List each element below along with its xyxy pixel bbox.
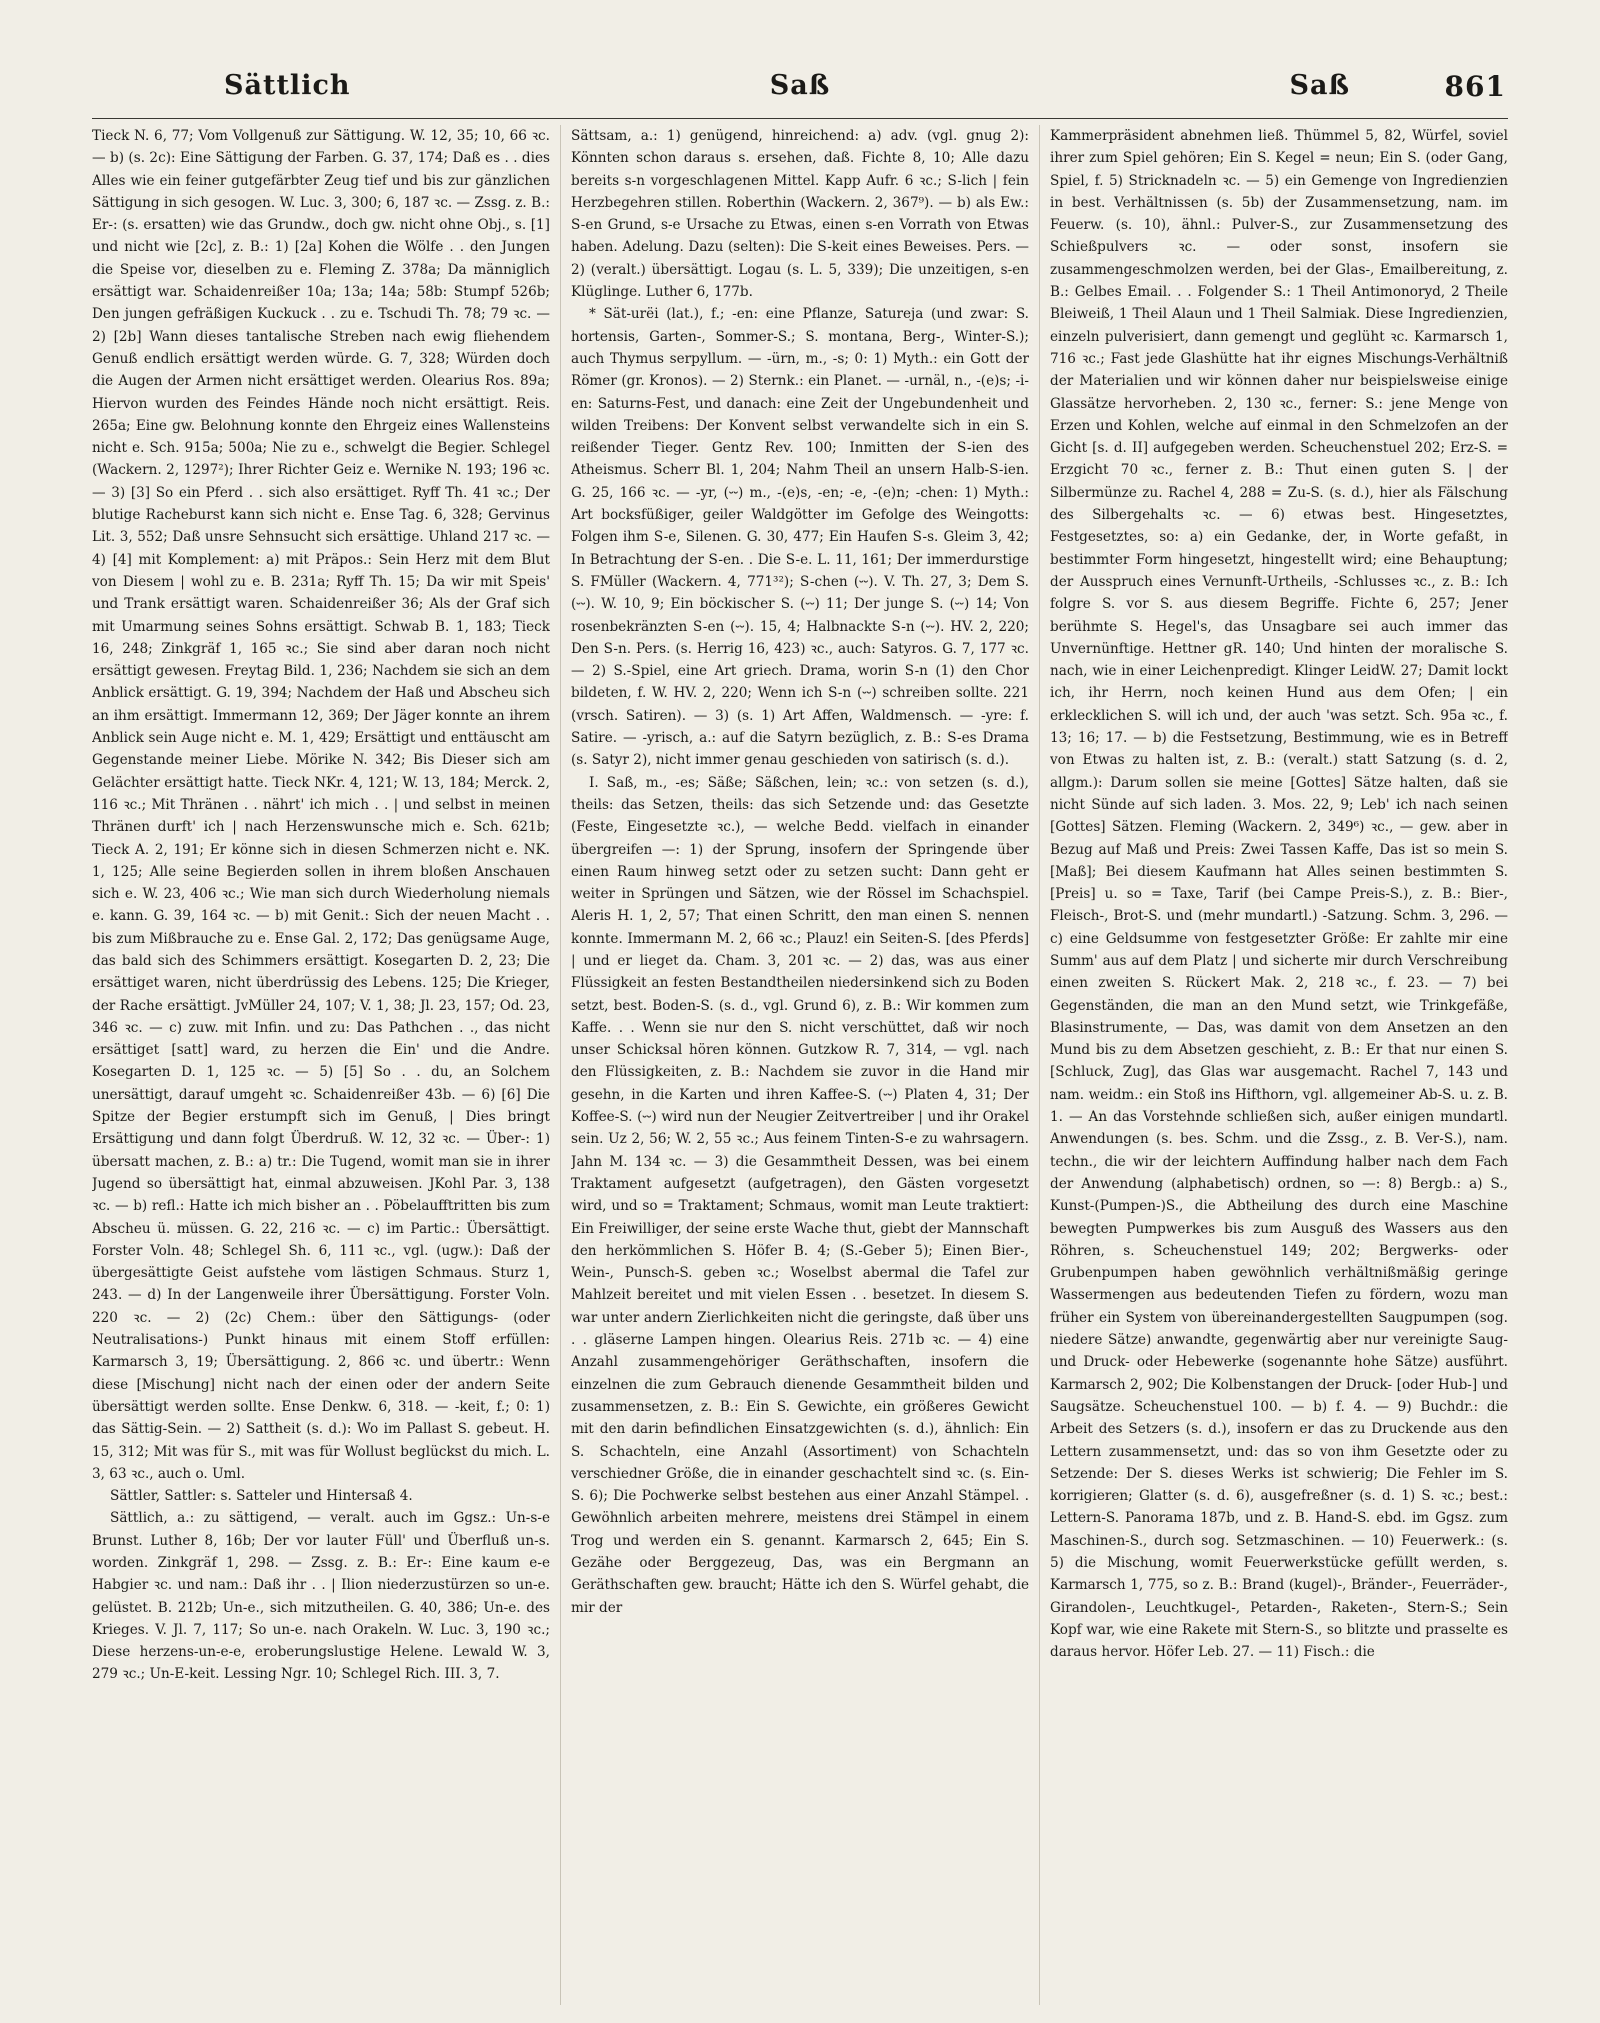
text-columns	[92, 125, 1508, 2005]
entry-paragraph: Sättsam, a.: 1) genügend, hinreichend: a) adv. (vgl. gnug 2): Könnten schon daraus s. ersehen, daß. Fichte 8, 10; Alle dazu bereits s-n vorgeschlagenen Mittel. Kapp Aufr. 6 ꝛc.; S-lich | fein Herzbegehren stillen. Roberthin (Wackern. 2, 367⁹). — b) als Ew.: S-en Grund, s-e Ursache zu Etwas, einen s-en Vorrath von Etwas haben. Adelung. Dazu (selten): Die S-keit eines Beweises. Pers. — 2) (veralt.) übersättigt. Logau (s. L. 5, 339); Die unzeitigen, s-en Klüglinge. Luther 6, 177b.	[571, 128, 1029, 301]
header-right-word: Saß	[1289, 70, 1350, 101]
column-middle	[571, 125, 1029, 2005]
page-number: 861	[1444, 70, 1506, 103]
column-divider	[560, 125, 561, 2005]
entry-paragraph: Tieck N. 6, 77; Vom Vollgenuß zur Sättigung. W. 12, 35; 10, 66 ꝛc. — b) (s. 2c): Eine Sättigung der Farben. G. 37, 174; Daß es . . dies Alles wie ein feiner gutgefärbter Zeug tief und bis zur gänzlichen Sättigung in sich gesogen. W. Luc. 3, 300; 6, 187 ꝛc. — Zssg. z. B.: Er-: (s. ersatten) wie das Grundw., doch gw. nicht ohne Obj., s. [1] und nicht wie [2c], z. B.: 1) [2a] Kohen die Wölfe . . den Jungen die Speise vor, dieselben zu e. Fleming Z. 378a; Da männiglich ersättigt war. Schaidenreißer 10a; 13a; 14a; 58b: Stumpf 526b; Den jungen gefräßigen Kuckuck . . zu e. Tschudi Th. 78; 79 ꝛc. — 2) [2b] Wann dieses tantalische Streben nach ewig fliehendem Genuß endlich ersättigt werden würde. G. 7, 328; Würden doch die Augen der Armen nicht ersättiget werden. Olearius Ros. 89a; Hiervon wurden des Feindes Hände noch nicht ersättigt. Reis. 265a; Eine gw. Belohnung konnte den Ehrgeiz eines Wallensteins nicht e. Sch. 915a; 500a; Nie zu e., schwelgt die Begier. Schlegel (Wackern. 2, 1297²); Ihrer Richter Geiz e. Wernike N. 193; 196 ꝛc. — 3) [3] So ein Pferd . . sich also ersättiget. Ryff Th. 41 ꝛc.; Der blutige Racheburst kann sich nicht e. Ense Tag. 6, 328; Gervinus Lit. 3, 552; Daß unsre Sehnsucht sich ersättige. Uhland 217 ꝛc. — 4) [4] mit Komplement: a) mit Präpos.: Sein Herz mit dem Blut von Diesem | wohl zu e. B. 231a; Ryff Th. 15; Da wir mit Speis' und Trank ersättigt waren. Schaidenreißer 36; Als der Graf sich mit Umarmung seines Sohns ersättigt. Schwab B. 1, 183; Tieck 16, 248; Zinkgräf 1, 165 ꝛc.; Sie sind aber daran noch nicht ersättigt gewesen. Freytag Bild. 1, 236; Nachdem sie sich an dem Anblick ersättigt. G. 19, 394; Nachdem der Haß und Abscheu sich an ihm ersättigt. Immermann 12, 369; Der Jäger konnte an ihrem Anblick sein Auge nicht e. M. 1, 429; Ersättigt und enttäuscht am Gegenstande meiner Liebe. Mörike N. 342; Bis Dieser sich am Gelächter ersättigt hatte. Tieck NKr. 4, 121; W. 13, 184; Merck. 2, 116 ꝛc.; Mit Thränen . . nährt' ich mich . . | und selbst in meinen Thränen durft' ich | nach Herzenswunsche mich e. Sch. 621b; Tieck A. 2, 191; Er könne sich in diesen Schmerzen nicht e. NK. 1, 125; Alle seine Begierden sollen in ihrem bloßen Anschauen sich e. W. 23, 406 ꝛc.; Wie man sich durch Wiederholung niemals e. kann. G. 39, 164 ꝛc. — b) mit Genit.: Sich der neuen Macht . . bis zum Mißbrauche zu e. Ense Gal. 2, 172; Das genügsame Auge, das bald sich des Schimmers ersättigt. Kosegarten D. 2, 23; Die ersättiget waren, nicht überdrüssig des Lebens. 125; Die Krieger, der Rache ersättigt. JvMüller 24, 107; V. 1, 38; Jl. 23, 157; Od. 23, 346 ꝛc. — c) zuw. mit Infin. und zu: Das Pathchen . ., das nicht ersättiget [satt] ward, zu herzen die Ein' und die Andre. Kosegarten D. 1, 125 ꝛc. — 5) [5] So . . du, an Solchem unersättigt, darauf umgeht ꝛc. Schaidenreißer 43b. — 6) [6] Die Spitze der Begier erstumpft sich im Genuß, | Dies bringt Ersättigung und dann folgt Überdruß. W. 12, 32 ꝛc. — Über-: 1) übersatt machen, z. B.: a) tr.: Die Tugend, womit man sie in ihrer Jugend so übersättigt hat, einmal abzuweisen. JKohl Par. 3, 138 ꝛc. — b) refl.: Hatte ich mich bisher an . . Pöbelaufftritten bis zum Abscheu ü. müssen. G. 22, 216 ꝛc. — c) im Partic.: Übersättigt. Forster Voln. 48; Schlegel Sh. 6, 111 ꝛc., vgl. (ugw.): Daß der übergesättigte Geist aufstehe vom lästigen Schmaus. Sturz 1, 243. — d) In der Langenweile ihrer Übersättigung. Forster Voln. 220 ꝛc. — 2) (2c) Chem.: über den Sättigungs- (oder Neutralisations-) Punkt hinaus mit einem Stoff erfüllen: Karmarsch 3, 19; Übersättigung. 2, 866 ꝛc. und übertr.: Wenn diese [Mischung] nicht nach der einen oder der andern Seite übersättigt werden sollte. Ense Denkw. 6, 318. — -keit, f.; 0: 1) das Sättig-Sein. — 2) Sattheit (s. d.): Wo im Pallast S. gebeut. H. 15, 312; Mit was für S., mit was für Wollust beglückst du mich. L. 3, 63 ꝛc., auch o. Uml.	[92, 128, 550, 1482]
entry-paragraph: I. Saß, m., -es; Säße; Säßchen, lein; ꝛc.: von setzen (s. d.), theils: das Setzen, theils: das sich Setzende und: das Gesetzte (Feste, Eingesetzte ꝛc.), — welche Bedd. vielfach in einander übergreifen —: 1) der Sprung, insofern der Springende über einen Raum hinweg setzt oder zu setzen sucht: Dann geht er weiter in Sprüngen und Sätzen, wie der Rössel im Schachspiel. Aleris H. 1, 2, 57; That einen Schritt, den man einen S. nennen konnte. Immermann M. 2, 66 ꝛc.; Plauz! ein Seiten-S. [des Pferds] | und er lieget da. Cham. 3, 201 ꝛc. — 2) das, was aus einer Flüssigkeit an festen Bestandtheilen niedersinkend sich zu Boden setzt, best. Boden-S. (s. d., vgl. Grund 6), z. B.: Wir kommen zum Kaffe. . . Wenn sie nur den S. nicht verschüttet, daß wir noch unser Schicksal hören können. Gutzkow R. 7, 314, — vgl. nach den Flüssigkeiten, z. B.: Nachdem sie zuvor in die Hand mir gesehn, in die Karten und ihren Kaffee-S. (⏑⏑) Platen 4, 31; Der Koffee-S. (⏑⏑) wird nun der Neugier Zeitvertreiber | und ihr Orakel sein. Uz 2, 56; W. 2, 55 ꝛc.; Aus feinem Tinten-S-e zu wahrsagern. Jahn M. 134 ꝛc. — 3) die Gesammtheit Dessen, was bei einem Traktament aufgesetzt (aufgetragen), den Gästen vorgesetzt wird, und so = Traktament; Schmaus, womit man Leute traktiert: Ein Freiwilliger, der seine erste Wache thut, giebt der Mannschaft den herkömmlichen S. Höfer B. 4; (S.-Geber 5); Einen Bier-, Wein-, Punsch-S. geben ꝛc.; Woselbst abermal die Tafel zur Mahlzeit bereitet und mit vielen Essen . . besetzet. In diesem S. war unter andern Zierlichkeiten nicht die geringste, daß über uns . . gläserne Lampen hingen. Olearius Reis. 271b ꝛc. — 4) eine Anzahl zusammengehöriger Geräthschaften, insofern die einzelnen die zum Gebrauch dienende Gesammtheit bilden und zusammensetzen, z. B.: Ein S. Gewichte, ein größeres Gewicht mit den darin befindlichen Einsatzgewichten (s. d.), ähnlich: Ein S. Schachteln, eine Anzahl (Assortiment) von Schachteln verschiedner Größe, die in einander geschachtelt sind ꝛc. (s. Ein-S. 6); Die Pochwerke selbst bestehen aus einer Anzahl Stämpel. . Gewöhnlich arbeiten mehrere, meistens drei Stämpel in einem Trog und werden ein S. genannt. Karmarsch 2, 645; Ein S. Gezähe oder Berggezeug, Das, was ein Bergmann an Geräthschaften gew. braucht; Hätte ich den S. Würfel gehabt, die mir der	[571, 774, 1029, 1616]
entry-paragraph: Kammerpräsident abnehmen ließ. Thümmel 5, 82, Würfel, soviel ihrer zum Spiel gehören; Ein S. Kegel = neun; Ein S. (oder Gang, Spiel, f. 5) Stricknadeln ꝛc. — 5) ein Gemenge von Ingredienzien in best. Verhältnissen (s. 5b) der Zusammensetzung, nam. im Feuerw. (s. 10), ähnl.: Pulver-S., zur Zusammensetzung des Schießpulvers ꝛc. — oder sonst, insofern sie zusammengeschmolzen werden, bei der Glas-, Emailbereitung, z. B.: Gelbes Email. . . Folgender S.: 1 Theil Antimonoryd, 2 Theile Bleiweiß, 1 Theil Alaun und 1 Theil Salmiak. Diese Ingredienzien, einzeln pulverisiert, dann gemengt und geglüht ꝛc. Karmarsch 1, 716 ꝛc.; Fast jede Glashütte hat ihr eignes Mischungs-Verhältniß der Materialien und wir können daher nur beispielsweise einige Glassätze hervorheben. 2, 130 ꝛc., ferner: S.: jene Menge von Erzen und Kohlen, welche auf einmal in den Schmelzofen an der Gicht [s. d. II] aufgegeben werden. Scheuchenstuel 202; Erz-S. = Erzgicht 70 ꝛc., ferner z. B.: Thut einen guten S. | der Silbermünze zu. Rachel 4, 288 = Zu-S. (s. d.), hier als Fälschung des Silbergehalts ꝛc. — 6) etwas best. Hingesetztes, Festgesetztes, so: a) ein Gedanke, der, in Worte gefaßt, in bestimmter Form hingesetzt, hingestellt wird; eine Behauptung; der Ausspruch eines Vernunft-Urtheils, -Schlusses ꝛc., z. B.: Ich folgre S. vor S. aus diesem Begriffe. Fichte 6, 257; Jener berühmte S. Hegel's, das Unsagbare sei auch immer das Unvernünftige. Hettner gR. 140; Und hinten der moralische S. nach, wie in einer Leichenpredigt. Klinger LeidW. 27; Damit lockt ich, ihr Herrn, noch keinen Hund aus dem Ofen; | ein erklecklichen S. will ich und, der auch 'was setzt. Sch. 95a ꝛc., f. 13; 16; 17. — b) die Festsetzung, Bestimmung, wie es in Betreff von Etwas zu halten ist, z. B.: (veralt.) statt Satzung (s. d. 2, allgm.): Darum sollen sie meine [Gottes] Sätze halten, daß sie nicht Sünde auf sich laden. 3. Mos. 22, 9; Leb' ich nach seinen [Gottes] Sätzen. Fleming (Wackern. 2, 349⁶) ꝛc., — gew. aber in Bezug auf Maß und Preis: Zwei Tassen Kaffe, Das ist so mein S. [Maß]; Bei diesem Kaufmann hat Alles seinen bestimmten S. [Preis] u. so = Taxe, Tarif (bei Campe Preis-S.), z. B.: Bier-, Fleisch-, Brot-S. und (mehr mundartl.) -Satzung. Schm. 3, 296. — c) eine Geldsumme von festgesetzter Größe: Er zahlte mir eine Summ' aus auf dem Platz | und sicherte mir durch Verschreibung einen zweiten S. Rückert Mak. 2, 218 ꝛc., f. 23. — 7) bei Gegenständen, die man an den Mund setzt, wie Trinkgefäße, Blasinstrumente, — Das, was damit von dem Ansetzen an den Mund bis zu dem Absetzen geschieht, z. B.: Er that nur einen S. [Schluck, Zug], das Glas war ausgemacht. Rachel 7, 143 und nam. weidm.: ein Stoß ins Hifthorn, vgl. allgemeiner Ab-S. u. z. B. 1. — An das Vorstehnde schließen sich, außer einigen mundartl. Anwendungen (s. bes. Schm. und die Zssg., z. B. Ver-S.), nam. techn., die wir der leichtern Auffindung halber nach dem Fach der Anwendung (alphabetisch) ordnen, so —: 8) Bergb.: a) S., Kunst-(Pumpen-)S., die Abtheilung des durch eine Maschine bewegten Pumpwerkes bis zum Ausguß des Wassers aus den Röhren, s. Scheuchenstuel 149; 202; Bergwerks- oder Grubenpumpen haben gewöhnlich verhältnißmäßig geringe Wassermengen aus bedeutenden Tiefen zu fördern, wozu man früher ein System von übereinandergestellten Saugpumpen (sog. niedere Sätze) anwandte, gegenwärtig aber nur vereinigte Saug- und Druck- oder Hebewerke (sogenannte hohe Sätze) ausführt. Karmarsch 2, 902; Die Kolbenstangen der Druck- [oder Hub-] und Saugsätze. Scheuchenstuel 100. — b) f. 4. — 9) Buchdr.: die Arbeit des Setzers (s. d.), insofern er das zu Druckende aus den Lettern zusammensetzt, und: das so von ihm Gesetzte oder zu Setzende: Der S. dieses Werks ist schwierig; Die Fehler im S. korrigieren; Glatter (s. d. 6), ausgefreßner (s. d. 1) S. ꝛc.; best.: Lettern-S. Panorama 187b, und z. B. Hand-S. ebd. im Ggsz. zum Maschinen-S., durch sog. Setzmaschinen. — 10) Feuerwerk.: (s. 5) die Mischung, womit Feuerwerkstücke gefüllt werden, s. Karmarsch 1, 775, so z. B.: Brand (kugel)-, Bränder-, Feuerräder-, Girandolen-, Leuchtkugel-, Petarden-, Raketen-, Stern-S.; Sein Kopf war, wie eine Rakete mit Stern-S., so blitzte und prasselte es daraus hervor. Höfer Leb. 27. — 11) Fisch.: die	[1050, 128, 1508, 1661]
header-left-word: Sättlich	[224, 70, 351, 101]
entry-paragraph: Sättler, Sattler: s. Satteler und Hintersaß 4.	[110, 1488, 413, 1505]
header-center-word: Saß	[769, 70, 831, 101]
column-divider	[1039, 125, 1040, 2005]
running-header	[92, 70, 1508, 119]
column-right	[1050, 125, 1508, 2005]
column-left	[92, 125, 550, 2005]
entry-paragraph: Sättlich, a.: zu sättigend, — veralt. auch im Ggsz.: Un-s-e Brunst. Luther 8, 16b; Der vor lauter Füll' und Überfluß un-s. worden. Zinkgräf 1, 298. — Zssg. z. B.: Er-: Eine kaum e-e Habgier ꝛc. und nam.: Daß ihr . . | Ilion niederzustürzen so un-e. gelüstet. B. 212b; Un-e., sich mitzutheilen. G. 40, 386; Un-e. des Krieges. V. Jl. 7, 117; So un-e. nach Orakeln. W. Luc. 3, 190 ꝛc.; Diese herzens-un-e-e, eroberungslustige Helene. Lewald W. 3, 279 ꝛc.; Un-E-keit. Lessing Ngr. 10; Schlegel Rich. III. 3, 7.	[92, 1510, 550, 1683]
entry-paragraph: * Sät-urëi (lat.), f.; -en: eine Pflanze, Satureja (und zwar: S. hortensis, Garten-, Sommer-S.; S. montana, Berg-, Winter-S.); auch Thymus serpyllum. — -ürn, m., -s; 0: 1) Myth.: ein Gott der Römer (gr. Kronos). — 2) Sternk.: ein Planet. — -urnäl, n., -(e)s; -i-en: Saturns-Fest, und danach: eine Zeit der Ungebundenheit und wilden Treibens: Der Konvent selbst verwandelte sich in ein S. reißender Tieger. Gentz Rev. 100; Inmitten der S-ien des Atheismus. Scherr Bl. 1, 204; Nahm Theil an unsern Halb-S-ien. G. 25, 166 ꝛc. — -yr, (⏑⏑) m., -(e)s, -en; -e, -(e)n; -chen: 1) Myth.: Art bocksfüßiger, geiler Waldgötter im Gefolge des Weingotts: Folgen ihm S-e, Silenen. G. 30, 477; Ein Haufen S-s. Gleim 3, 42; In Betrachtung der S-en. . Die S-e. L. 11, 161; Der immerdurstige S. FMüller (Wackern. 4, 771³²); S-chen (⏑⏑). V. Th. 27, 3; Dem S. (⏑⏑). W. 10, 9; Ein böckischer S. (⏑⏑) 11; Der junge S. (⏑⏑) 14; Von rosenbekränzten S-en (⏑⏑). 15, 4; Halbnackte S-n (⏑⏑). HV. 2, 220; Den S-n. Pers. (s. Herrig 16, 423) ꝛc., auch: Satyros. G. 7, 177 ꝛc. — 2) S.-Spiel, eine Art griech. Drama, worin S-n (1) den Chor bildeten, f. W. HV. 2, 220; Wenn ich S-n (⏑⏑) schreiben sollte. 221 (vrsch. Satiren). — 3) (s. 1) Art Affen, Waldmensch. — -yre: f. Satire. — -yrisch, a.: auf die Satyrn bezüglich, z. B.: S-es Drama (s. Satyr 2), nicht immer genau geschieden von satirisch (s. d.).	[571, 306, 1029, 769]
